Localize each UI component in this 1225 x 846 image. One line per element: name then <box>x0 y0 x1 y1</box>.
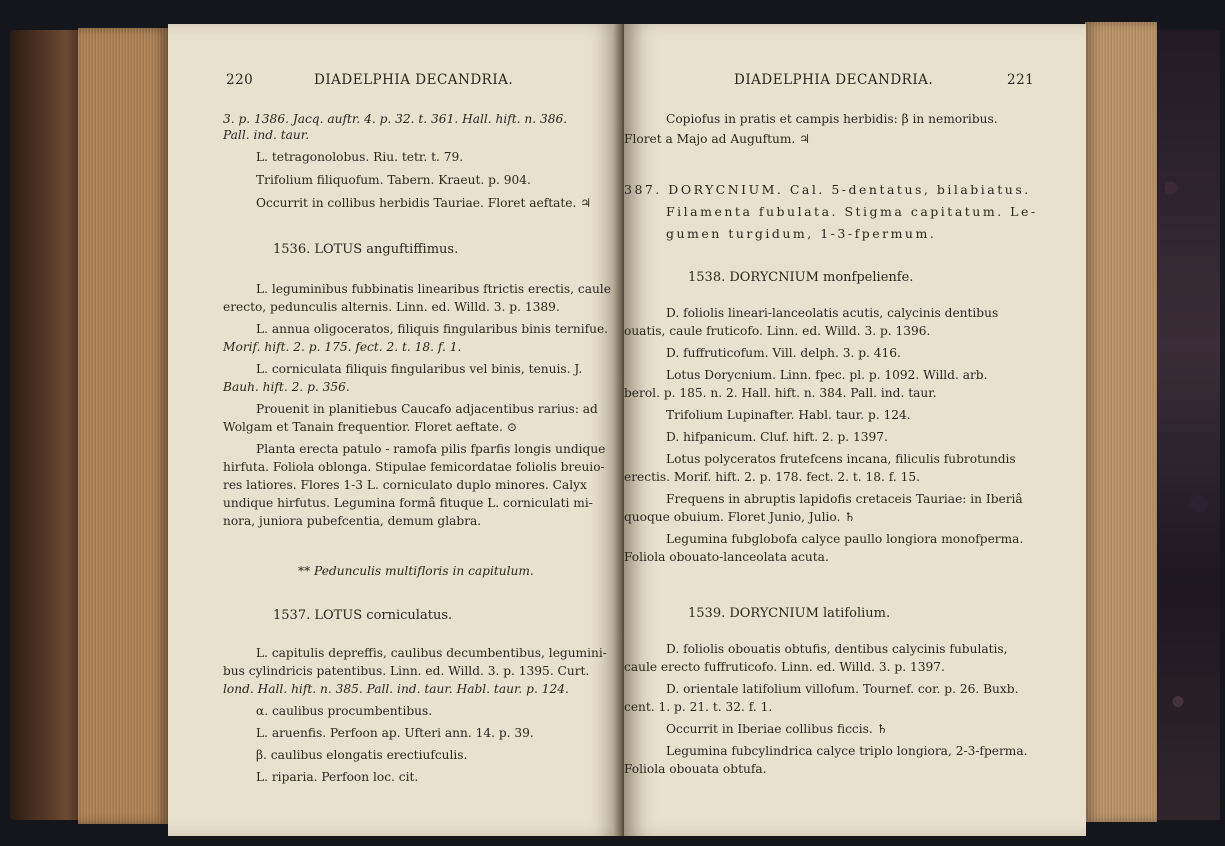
text-line: quoque obuium. Floret Junio, Julio. ♄ <box>624 510 856 524</box>
text-line: L. capitulis depreffis, caulibus decumbentibus, legumini- <box>256 646 607 660</box>
text-line: Legumina fubcylindrica calyce triplo longiora, 2-3-fperma. <box>666 744 1028 758</box>
text-line: Foliola obouata obtufa. <box>624 762 767 776</box>
page-number: 221 <box>1007 72 1035 88</box>
text-line: caule erecto fuffruticofo. Linn. ed. Willd. 3. p. 1397. <box>624 660 945 674</box>
text-line: D. foliolis lineari-lanceolatis acutis, calycinis dentibus <box>666 306 999 320</box>
text-line: Lotus polyceratos frutefcens incana, filiculis fubrotundis <box>666 452 1016 466</box>
text-line: undique hirfutus. Legumina formâ fituque L. corniculati mi- <box>223 496 593 510</box>
species-heading: 1536. LOTUS anguftiffimus. <box>273 242 459 257</box>
text-line: L. corniculata filiquis fingularibus vel binis, tenuis. J. <box>256 362 583 376</box>
text-line: Frequens in abruptis lapidofis cretaceis Tauriae: in Iberiâ <box>666 492 1023 506</box>
species-heading: 1539. DORYCNIUM latifolium. <box>688 606 891 621</box>
species-heading: 1538. DORYCNIUM monfpelienfe. <box>688 270 914 285</box>
genus-heading: 387. DORYCNIUM. Cal. 5-dentatus, bilabiatus. <box>624 182 1031 197</box>
text-line: Prouenit in planitiebus Caucafo adjacentibus rarius: ad <box>256 402 598 416</box>
book-cover-right <box>1150 30 1220 820</box>
genus-description: Filamenta fubulata. Stigma capitatum. Le- <box>666 204 1038 219</box>
species-heading: 1537. LOTUS corniculatus. <box>273 608 453 623</box>
text-line: L. aruenfis. Perfoon ap. Ufteri ann. 14. p. 39. <box>256 726 534 740</box>
text-line: Trifolium filiquofum. Tabern. Kraeut. p. 904. <box>256 173 531 187</box>
page-edges-right <box>1085 22 1157 822</box>
text-line: D. fuffruticofum. Vill. delph. 3. p. 416. <box>666 346 901 360</box>
text-line: bus cylindricis patentibus. Linn. ed. Willd. 3. p. 1395. Curt. <box>223 664 590 678</box>
section-heading: ** Pedunculis multifloris in capitulum. <box>298 564 534 578</box>
text-line: erectis. Morif. hift. 2. p. 178. fect. 2. t. 18. f. 15. <box>624 470 921 484</box>
text-line: Bauh. hift. 2. p. 356. <box>223 380 350 394</box>
text-line: D. foliolis obouatis obtufis, dentibus calycinis fubulatis, <box>666 642 1008 656</box>
page-edges-left <box>78 28 168 824</box>
text-line: Copiofus in pratis et campis herbidis: β in nemoribus. <box>666 112 998 126</box>
text-line: ouatis, caule fruticofo. Linn. ed. Willd. 3. p. 1396. <box>624 324 931 338</box>
running-head: DIADELPHIA DECANDRIA. <box>734 72 934 88</box>
text-line: Morif. hift. 2. p. 175. fect. 2. t. 18. f. 1. <box>223 340 462 354</box>
text-line: erecto, pedunculis alternis. Linn. ed. Willd. 3. p. 1389. <box>223 300 560 314</box>
text-line: β. caulibus elongatis erectiufculis. <box>256 748 468 762</box>
text-line: cent. 1. p. 21. t. 32. f. 1. <box>624 700 773 714</box>
text-line: berol. p. 185. n. 2. Hall. hift. n. 384. Pall. ind. taur. <box>624 386 937 400</box>
page-number: 220 <box>226 72 254 88</box>
left-page <box>168 24 620 836</box>
text-line: D. orientale latifolium villofum. Tournef. cor. p. 26. Buxb. <box>666 682 1019 696</box>
text-line: nora, juniora pubefcentia, demum glabra. <box>223 514 482 528</box>
text-line: Pall. ind. taur. <box>223 128 310 142</box>
running-head: DIADELPHIA DECANDRIA. <box>314 72 514 88</box>
text-line: Trifolium Lupinafter. Habl. taur. p. 124. <box>666 408 911 422</box>
text-line: Wolgam et Tanain frequentior. Floret aeftate. ⊙ <box>223 420 517 434</box>
text-line: res latiores. Flores 1-3 L. corniculato duplo minores. Calyx <box>223 478 587 492</box>
text-line: L. leguminibus fubbinatis linearibus ftrictis erectis, caule <box>256 282 611 296</box>
text-line: L. tetragonolobus. Riu. tetr. t. 79. <box>256 150 464 164</box>
text-line: Lotus Dorycnium. Linn. fpec. pl. p. 1092. Willd. arb. <box>666 368 988 382</box>
text-line: Floret a Majo ad Auguftum. ♃ <box>624 132 811 146</box>
text-line: lond. Hall. hift. n. 385. Pall. ind. taur. Habl. taur. p. 124. <box>223 682 569 696</box>
text-line: hirfuta. Foliola oblonga. Stipulae femicordatae foliolis breuio- <box>223 460 605 474</box>
text-line: 3. p. 1386. Jacq. auftr. 4. p. 32. t. 361. Hall. hift. n. 386. <box>223 112 568 126</box>
text-line: L. annua oligoceratos, filiquis fingularibus binis ternifue. <box>256 322 609 336</box>
text-line: Foliola obouato-lanceolata acuta. <box>624 550 829 564</box>
text-line: D. hifpanicum. Cluf. hift. 2. p. 1397. <box>666 430 888 444</box>
text-line: Occurrit in collibus herbidis Tauriae. Floret aeftate. ♃ <box>256 196 592 210</box>
text-line: L. riparia. Perfoon loc. cit. <box>256 770 419 784</box>
text-line: Planta erecta patulo - ramofa pilis fparfis longis undique <box>256 442 606 456</box>
text-line: Legumina fubglobofa calyce paullo longiora monofperma. <box>666 532 1024 546</box>
right-page <box>624 24 1086 836</box>
text-line: α. caulibus procumbentibus. <box>256 704 433 718</box>
genus-description: gumen turgidum, 1-3-fpermum. <box>666 226 937 241</box>
text-line: Occurrit in Iberiae collibus ficcis. ♄ <box>666 722 888 736</box>
